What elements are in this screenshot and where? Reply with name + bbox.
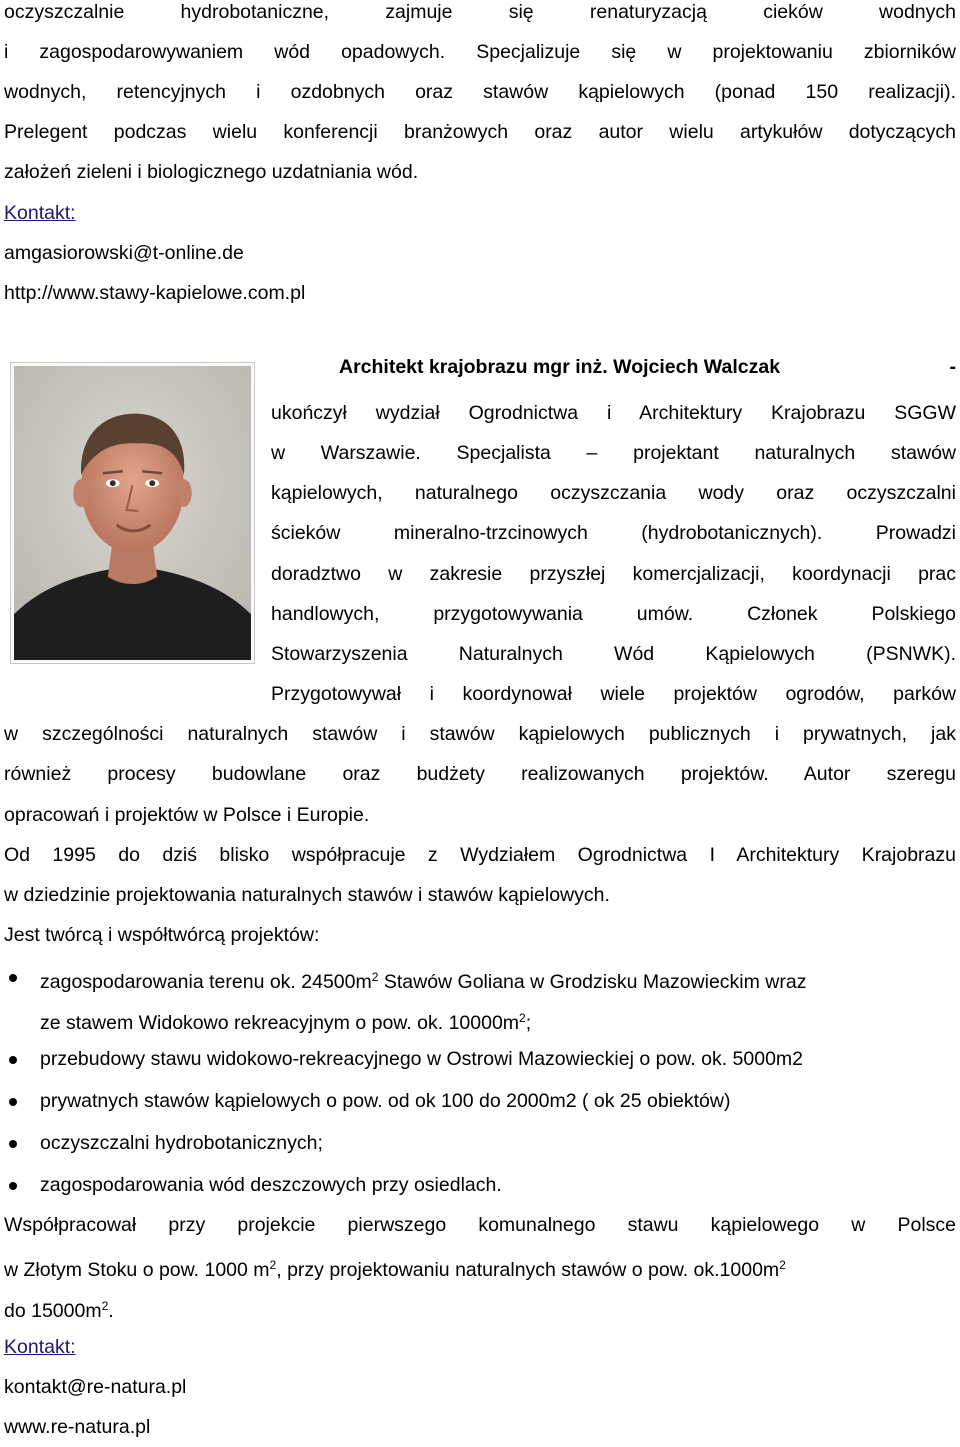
intro-line: oczyszczalnie hydrobotaniczne, zajmuje się renaturyzacją cieków wodnych xyxy=(4,1,956,23)
email-link[interactable]: amgasiorowski@t-online.de xyxy=(4,242,244,264)
closing-text: do 15000m xyxy=(4,1300,102,1322)
list-item: zagospodarowania wód deszczowych przy osiedlach. xyxy=(40,1174,502,1196)
profile-heading-text: Architekt krajobrazu mgr inż. Wojciech Walczak xyxy=(339,356,781,378)
portrait-illustration xyxy=(14,366,251,660)
profile-line: opracowań i projektów w Polsce i Europie. xyxy=(4,804,370,826)
list-item: prywatnych stawów kąpielowych o pow. od ok 100 do 2000m2 ( ok 25 obiektów) xyxy=(40,1090,731,1112)
profile-line: kąpielowych, naturalnego oczyszczania wody oraz oczyszczalni xyxy=(271,482,956,504)
contact-label xyxy=(4,193,956,233)
superscript: 2 xyxy=(101,1299,109,1313)
bullet-icon xyxy=(9,974,17,982)
website-link[interactable]: http://www.stawy-kapielowe.com.pl xyxy=(4,282,306,304)
list-item-text: Stawów Goliana w Grodzisku Mazowieckim wraz xyxy=(378,971,807,993)
closing-text: , przy projektowaniu naturalnych stawów o pow. ok.1000m xyxy=(276,1259,780,1281)
superscript: 2 xyxy=(269,1258,277,1272)
profile-line: Od 1995 do dziś blisko współpracuje z Wydziałem Ogrodnictwa I Architektury Krajobrazu xyxy=(4,844,956,866)
portrait-photo xyxy=(10,362,255,664)
bullet-icon xyxy=(9,1182,17,1190)
closing-line xyxy=(4,1286,956,1326)
website-link[interactable]: www.re-natura.pl xyxy=(4,1416,151,1438)
heading-dash: - xyxy=(949,356,956,378)
intro-line: i zagospodarowywaniem wód opadowych. Specjalizuje się w projektowaniu zbiorników xyxy=(4,41,956,63)
contact-label xyxy=(4,1327,956,1367)
superscript: 2 xyxy=(779,1258,786,1272)
intro-line: wodnych, retencyjnych i ozdobnych oraz stawów kąpielowych (ponad 150 realizacji). xyxy=(4,81,956,103)
profile-line: ścieków mineralno-trzcinowych (hydrobotanicznych). Prowadzi xyxy=(271,522,956,544)
list-item: oczyszczalni hydrobotanicznych; xyxy=(40,1132,323,1154)
closing-text: . xyxy=(108,1300,114,1322)
profile-line: handlowych, przygotowywania umów. Członek Polskiego xyxy=(271,603,956,625)
intro-line: Prelegent podczas wielu konferencji branżowych oraz autor wielu artykułów dotyczących xyxy=(4,121,956,143)
profile-line: ukończył wydział Ogrodnictwa i Architektury Krajobrazu SGGW xyxy=(271,402,956,424)
closing-text: w Złotym Stoku o pow. 1000 m xyxy=(4,1259,270,1281)
closing-line: Współpracował przy projekcie pierwszego komunalnego stawu kąpielowego w Polsce xyxy=(4,1214,956,1236)
email-link[interactable]: kontakt@re-natura.pl xyxy=(4,1376,187,1398)
profile-line: w szczególności naturalnych stawów i stawów kąpielowych publicznych i prywatnych, jak xyxy=(4,723,956,745)
superscript: 2 xyxy=(371,970,379,984)
superscript: 2 xyxy=(519,1011,526,1025)
list-item-text: zagospodarowania terenu ok. 24500m xyxy=(40,971,372,993)
profile-line: doradztwo w zakresie przyszłej komercjalizacji, koordynacji prac xyxy=(271,563,956,585)
list-item-text: ; xyxy=(525,1012,532,1034)
list-item-text: ze stawem Widokowo rekreacyjnym o pow. ok. 10000m xyxy=(40,1012,520,1034)
intro-line: założeń zieleni i biologicznego uzdatniania wód. xyxy=(4,161,419,183)
profile-line: Przygotowywał i koordynował wiele projektów ogrodów, parków xyxy=(271,683,956,705)
profile-line: w dziedzinie projektowania naturalnych stawów i stawów kąpielowych. xyxy=(4,884,610,906)
contact-label-text: Kontakt: xyxy=(4,202,76,224)
projects-intro: Jest twórcą i współtwórcą projektów: xyxy=(4,924,320,946)
profile-line: również procesy budowlane oraz budżety realizowanych projektów. Autor szeregu xyxy=(4,763,956,785)
closing-line xyxy=(4,1245,956,1285)
list-item-continuation xyxy=(40,998,956,1038)
list-item xyxy=(40,957,956,997)
profile-heading xyxy=(339,347,956,387)
profile-line: Stowarzyszenia Naturalnych Wód Kąpielowych (PSNWK). xyxy=(271,643,956,665)
list-item: przebudowy stawu widokowo-rekreacyjnego w Ostrowi Mazowieckiej o pow. ok. 5000m2 xyxy=(40,1048,804,1070)
bullet-icon xyxy=(9,1140,17,1148)
bullet-icon xyxy=(9,1056,17,1064)
profile-line: w Warszawie. Specjalista – projektant naturalnych stawów xyxy=(271,442,956,464)
bullet-icon xyxy=(9,1098,17,1106)
contact-label-text: Kontakt: xyxy=(4,1336,76,1358)
